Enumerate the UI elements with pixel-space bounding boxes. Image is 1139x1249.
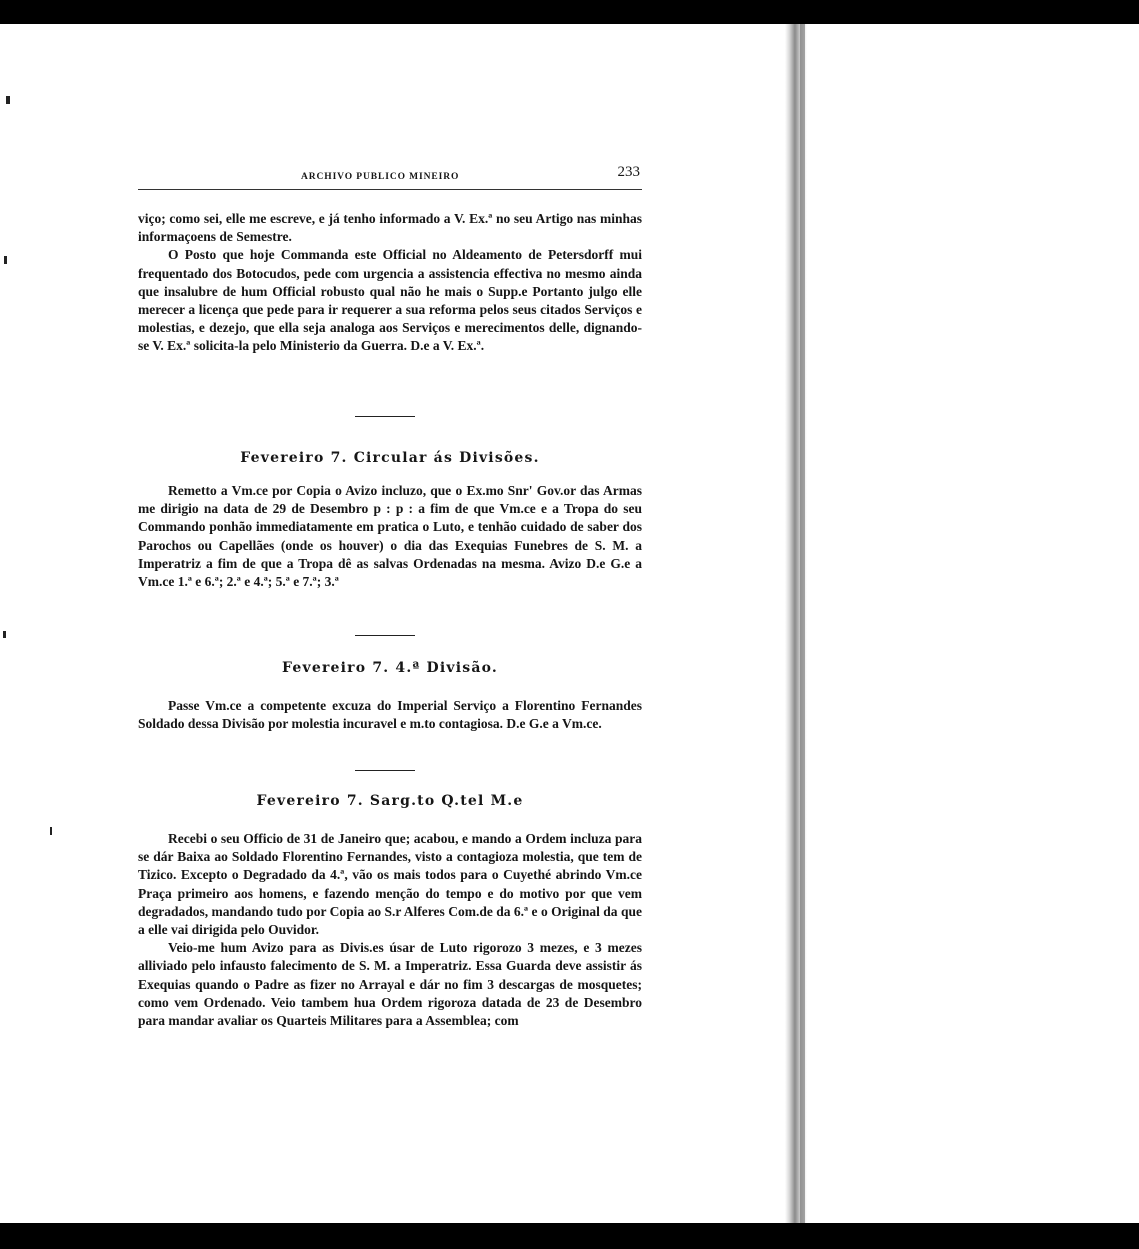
scan-mark: [4, 256, 7, 264]
section-divider: [355, 416, 415, 417]
text-block-2: [138, 482, 642, 591]
section-heading: Fevereiro 7. Circular ás Divisões.: [240, 450, 540, 466]
paragraph: viço; como sei, elle me escreve, e já tenho informado a V. Ex.ª no seu Artigo nas minhas informaçoens de Semestre.: [138, 211, 642, 245]
text-block-1: [138, 210, 642, 356]
text-block-4: [138, 830, 642, 1030]
section-divider: [355, 635, 415, 636]
scan-mark: [6, 96, 10, 104]
paragraph: Passe Vm.ce a competente excuza do Imperial Serviço a Florentino Fernandes Soldado dessa Divisão por molestia incuravel e m.to contagiosa. D.e G.e a Vm.ce.: [138, 698, 642, 732]
paragraph: O Posto que hoje Commanda este Official no Aldeamento de Petersdorff mui frequentado dos Botocudos, pede com urgencia a assistencia effectiva no mesmo ainda que insalubre de hum Official robusto qual não he mais o Supp.e Portanto julgo elle merecer a licença que pede para ir requerer a sua reforma pelos seus citados Serviços e molestias, e dezejo, que ella seja analoga aos Serviços e merecimentos delle, dignando-se V. Ex.ª solicita-la pelo Ministerio da Guerra. D.e a V. Ex.ª.: [138, 247, 642, 354]
page-number: 233: [617, 164, 640, 180]
scan-mark: [50, 827, 52, 835]
text-block-3: [138, 697, 642, 733]
paragraph: Remetto a Vm.ce por Copia o Avizo incluzo, que o Ex.mo Snr' Gov.or das Armas me dirigio na data de 29 de Desembro p : p : a fim de que Vm.ce e a Tropa do seu Commando ponhão immediatamente em pratica o Luto, e tenhão cuidado de saber dos Parochos ou Capellães (onde os houver) o dia das Exequias Funebres de S. M. a Imperatriz a fim de que a Tropa dê as salvas Ordenadas na mesma. Avizo D.e G.e a Vm.ce 1.ª e 6.ª; 2.ª e 4.ª; 5.ª e 7.ª; 3.ª: [138, 483, 642, 590]
paragraph: Veio-me hum Avizo para as Divis.es úsar de Luto rigorozo 3 mezes, e 3 mezes alliviado pelo infausto falecimento de S. M. a Imperatriz. Essa Guarda deve assistir ás Exequias quando o Padre as fizer no Arrayal e dár no fim 3 descargas de mosquetes; como vem Ordenado. Veio tambem hua Ordem rigoroza datada de 23 de Desembro para mandar avaliar os Quarteis Militares para a Assemblea; com: [138, 940, 642, 1029]
header-rule: [138, 189, 642, 190]
scan-mark: [3, 631, 6, 638]
scanned-page: [0, 24, 1139, 1223]
section-heading: Fevereiro 7. Sarg.to Q.tel M.e: [256, 793, 524, 809]
section-heading: Fevereiro 7. 4.ª Divisão.: [282, 660, 498, 676]
running-head-title: ARCHIVO PUBLICO MINEIRO: [301, 172, 460, 182]
section-divider: [355, 770, 415, 771]
binding-shadow: [800, 24, 805, 1223]
paragraph: Recebi o seu Officio de 31 de Janeiro que; acabou, e mando a Ordem incluza para se dár Baixa ao Soldado Florentino Fernandes, visto a contagioza molestia, que tem de Tizico. Excepto o Degradado da 4.ª, vão os mais todos para o Cuyethé abrindo Vm.ce Praça primeiro aos homens, e fazendo menção do tempo e do motivo por que vem degradados, mandando tudo por Copia ao S.r Alferes Com.de da 6.ª e o Original da que a elle vai dirigida pelo Ouvidor.: [138, 831, 642, 938]
